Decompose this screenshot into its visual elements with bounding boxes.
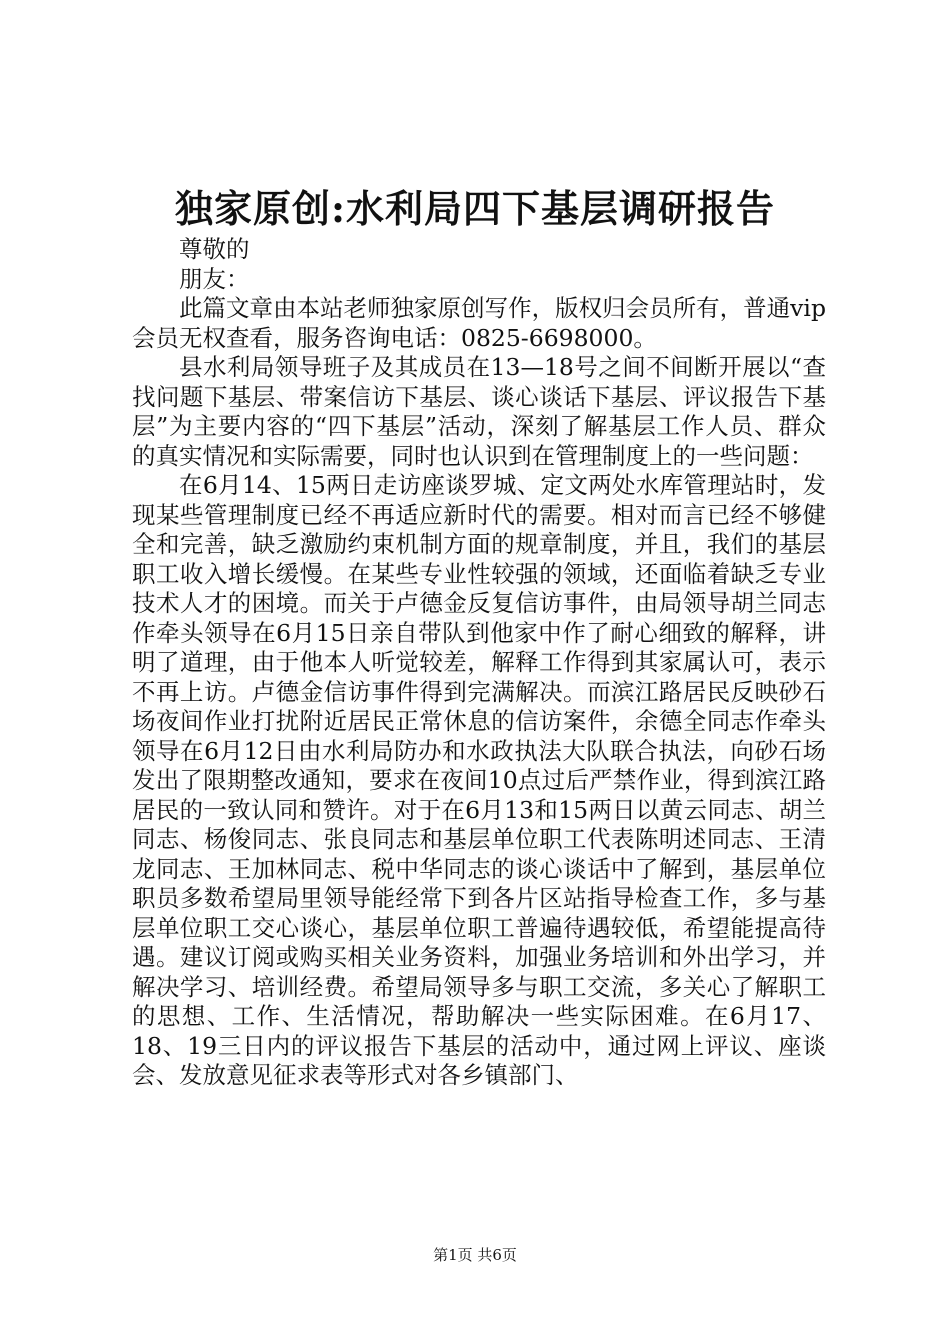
paragraph-copyright-notice: 此篇文章由本站老师独家原创写作，版权归会员所有，普通vip会员无权查看，服务咨询电话：0825-6698000。	[132, 294, 826, 352]
page-number-footer: 第1页 共6页	[433, 1246, 517, 1264]
salutation-line-1: 尊敬的	[179, 235, 250, 263]
document-title: 独家原创:水利局四下基层调研报告	[174, 186, 776, 231]
paragraph-activity-intro: 县水利局领导班子及其成员在13—18号之间不间断开展以“查找问题下基层、带案信访下基层、谈心谈话下基层、评议报告下基层”为主要内容的“四下基层”活动，深刻了解基层工作人员、群众的真实情况和实际需要，同时也认识到在管理制度上的一些问题：	[132, 353, 826, 470]
document-body	[132, 235, 826, 1091]
salutation-line-2: 朋友：	[179, 264, 250, 293]
paragraph-findings: 在6月14、15两日走访座谈罗城、定文两处水库管理站时，发现某些管理制度已经不再适应新时代的需要。相对而言已经不够健全和完善，缺乏激励约束机制方面的规章制度，并且，我们的基层职工收入增长缓慢。在某些专业性较强的领域，还面临着缺乏专业技术人才的困境。而关于卢德金反复信访事件，由局领导胡兰同志作牵头领导在6月15日亲自带队到他家中作了耐心细致的解释，讲明了道理，由于他本人听觉较差，解释工作得到其家属认可，表示不再上访。卢德金信访事件得到完满解决。而滨江路居民反映砂石场夜间作业打扰附近居民正常休息的信访案件，余德全同志作牵头领导在6月12日由水利局防办和水政执法大队联合执法，向砂石场发出了限期整改通知，要求在夜间10点过后严禁作业，得到滨江路居民的一致认同和赞许。对于在6月13和15两日以黄云同志、胡兰同志、杨俊同志、张良同志和基层单位职工代表陈明述同志、王清龙同志、王加林同志、税中华同志的谈心谈话中了解到，基层单位职员多数希望局里领导能经常下到各片区站指导检查工作，多与基层单位职工交心谈心，基层单位职工普遍待遇较低，希望能提高待遇。建议订阅或购买相关业务资料，加强业务培训和外出学习，并解决学习、培训经费。希望局领导多与职工交流，多关心了解职工的思想、工作、生活情况，帮助解决一些实际困难。在6月17、18、19三日内的评议报告下基层的活动中，通过网上评议、座谈会、发放意见征求表等形式对各乡镇部门、	[132, 471, 826, 1089]
